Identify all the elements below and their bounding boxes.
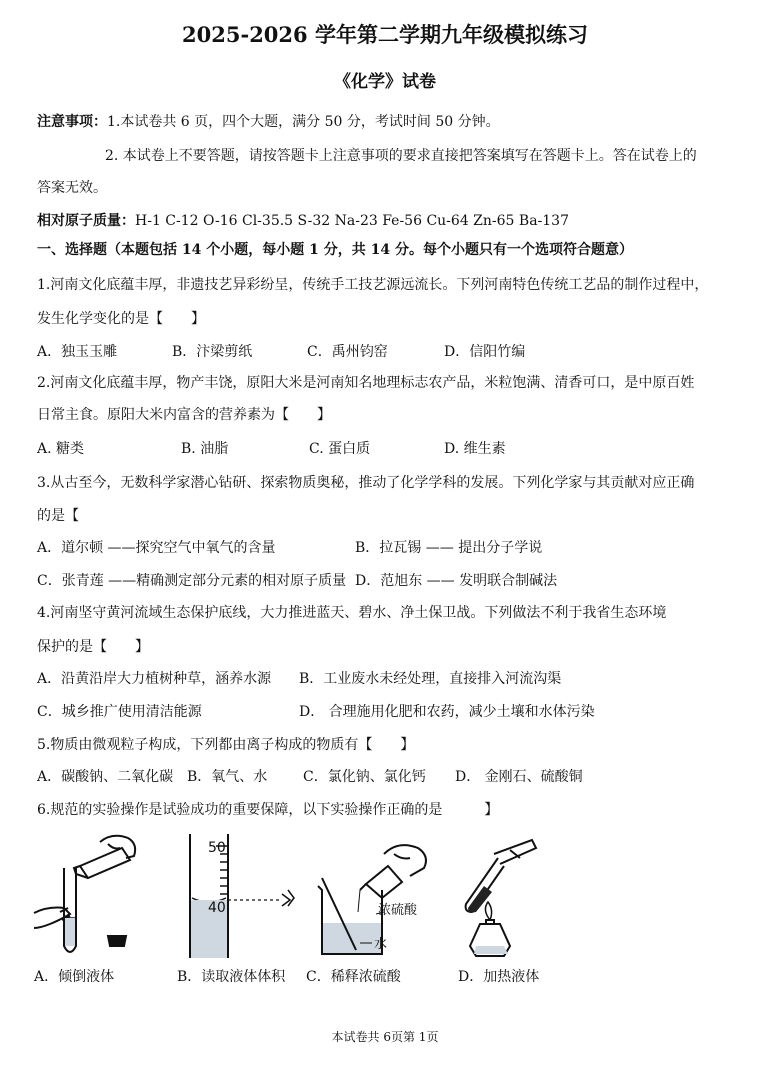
question-1-line-1: 1.河南文化底蕴丰厚，非遗技艺异彩纷呈，传统手工技艺源远流长。下列河南特色传统工艺品的制作过程中，	[37, 277, 709, 293]
question-1-option-d: D．信阳竹编	[444, 344, 526, 360]
figure-c-label-acid: 浓硫酸	[378, 903, 418, 918]
question-6-option-c: C．稀释浓硫酸	[306, 969, 401, 985]
atomic-masses-label: 相对原子质量：	[37, 213, 135, 229]
notice-label: 注意事项：	[37, 114, 107, 130]
page-title: 2025-2026 学年第二学期九年级模拟练习	[182, 22, 588, 47]
notice-line-1	[37, 113, 500, 131]
page-subtitle: 《化学》试卷	[334, 72, 436, 92]
question-5-option-d: D． 金刚石、硫酸铜	[455, 769, 583, 785]
question-3-option-d: D．范旭东 —— 发明联合制碱法	[355, 573, 558, 589]
figure-c-diluting-acid	[312, 828, 452, 963]
question-4-option-a: A．沿黄沿岸大力植树种草，涵养水源	[37, 671, 272, 687]
question-4-option-b: B．工业废水未经处理，直接排入河流沟渠	[299, 671, 562, 687]
section-1-heading: 一、选择题（本题包括 14 个小题，每小题 1 分，共 14 分。每个小题只有一个选项符合题意）	[37, 242, 633, 258]
question-6-option-b: B．读取液体体积	[177, 969, 286, 985]
figure-b-graduated-cylinder	[178, 828, 308, 963]
question-2-option-a: A. 糖类	[37, 441, 85, 457]
question-1-option-a: A．独玉玉雕	[37, 344, 118, 360]
question-4-line-1: 4.河南坚守黄河流域生态保护底线，大力推进蓝天、碧水、净土保卫战。下列做法不利于我省生态环境	[37, 605, 667, 621]
figure-d-heating-liquid	[458, 828, 558, 963]
question-2-option-d: D. 维生素	[444, 441, 506, 457]
figure-b-tick-40: 40	[208, 900, 226, 916]
question-3-line-1: 3.从古至今，无数科学家潜心钻研、探索物质奥秘，推动了化学学科的发展。下列化学家与其贡献对应正确	[37, 475, 695, 491]
question-5-option-c: C．氯化钠、氯化钙	[303, 769, 426, 785]
figure-b-tick-50: 50	[208, 840, 226, 856]
page-footer: 本试卷共 6页第 1页	[331, 1030, 439, 1044]
atomic-masses	[37, 212, 569, 230]
question-4-option-c: C．城乡推广使用清洁能源	[37, 704, 202, 720]
figure-a-pouring-liquid	[30, 828, 150, 963]
question-4-line-2: 保护的是【 】	[37, 639, 149, 655]
question-2-option-c: C. 蛋白质	[309, 441, 371, 457]
question-3-option-b: B．拉瓦锡 —— 提出分子学说	[355, 540, 543, 556]
question-3-line-2: 的是【	[37, 508, 79, 524]
figure-c-label-water: 水	[374, 937, 388, 952]
question-5-option-b: B．氧气、水	[187, 769, 268, 785]
question-2-option-b: B. 油脂	[181, 441, 229, 457]
question-1-option-b: B．汴梁剪纸	[172, 344, 253, 360]
notice-item-1: 1.本试卷共 6 页，四个大题，满分 50 分，考试时间 50 分钟。	[107, 114, 500, 130]
atomic-masses-values: H-1 C-12 O-16 Cl-35.5 S-32 Na-23 Fe-56 Cu-64 Zn-65 Ba-137	[135, 213, 569, 229]
question-6-line-1: 6.规范的实验操作是试验成功的重要保障，以下实验操作正确的是 】	[37, 802, 499, 818]
question-4-option-d: D． 合理施用化肥和农药，减少土壤和水体污染	[299, 704, 595, 720]
question-1-option-c: C．禹州钧窑	[307, 344, 388, 360]
notice-item-2-cont: 答案无效。	[37, 180, 107, 196]
question-3-option-c: C．张青莲 ——精确测定部分元素的相对原子质量	[37, 573, 347, 589]
question-6-option-a: A．倾倒液体	[34, 969, 115, 985]
question-1-line-2: 发生化学变化的是【 】	[37, 311, 205, 327]
question-5-option-a: A．碳酸钠、二氧化碳	[37, 769, 174, 785]
notice-item-2: 2. 本试卷上不要答题，请按答题卡上注意事项的要求直接把答案填写在答题卡上。答在试卷上的	[105, 148, 697, 164]
question-3-option-a: A．道尔顿 ——探究空气中氧气的含量	[37, 540, 276, 556]
question-2-line-2: 日常主食。原阳大米内富含的营养素为【 】	[37, 407, 331, 423]
question-6-option-d: D．加热液体	[458, 969, 540, 985]
question-2-line-1: 2.河南文化底蕴丰厚，物产丰饶，原阳大米是河南知名地理标志农产品，米粒饱满、清香可口，是中原百姓	[37, 375, 695, 391]
question-5-line-1: 5.物质由微观粒子构成，下列都由离子构成的物质有【 】	[37, 737, 415, 753]
